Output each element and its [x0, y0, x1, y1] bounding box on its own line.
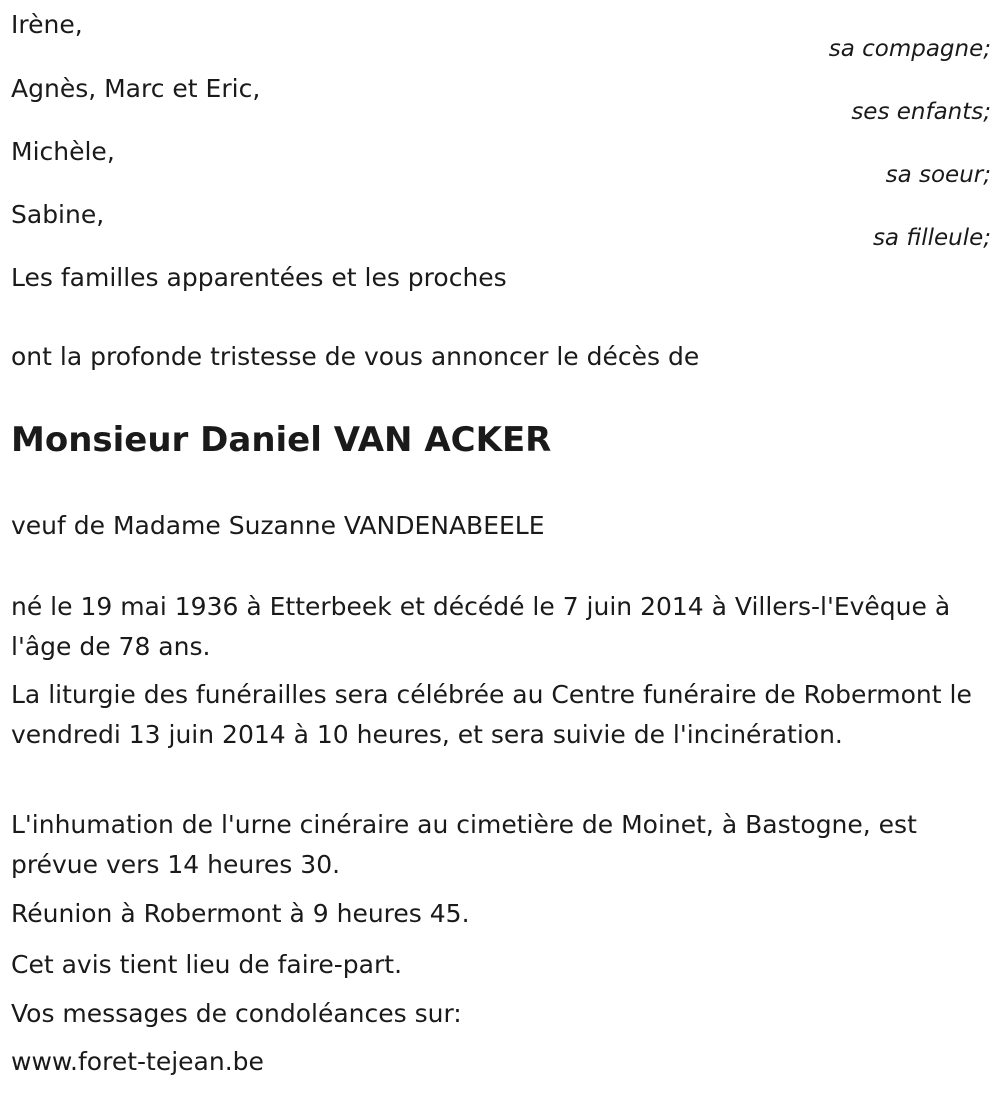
burial-paragraph: L'inhumation de l'urne cinéraire au cimetière de Moinet, à Bastogne, est prévue vers 14 heures 30. — [11, 810, 917, 879]
family-relation-2: ses enfants; — [851, 99, 991, 125]
deceased-name: Monsieur Daniel VAN ACKER — [11, 420, 552, 460]
family-name-2: Agnès, Marc et Eric, — [11, 74, 261, 103]
family-name-1: Irène, — [11, 10, 83, 39]
announcement-line: ont la profonde tristesse de vous annoncer le décès de — [11, 342, 700, 371]
relatives-line: Les familles apparentées et les proches — [11, 263, 507, 292]
family-relation-4: sa filleule; — [872, 225, 991, 251]
notice-paragraph: Cet avis tient lieu de faire-part. — [11, 950, 403, 979]
birth-death-paragraph: né le 19 mai 1936 à Etterbeek et décédé le 7 juin 2014 à Villers-l'Evêque à l'âge de 78 ans. — [11, 592, 951, 661]
funeral-paragraph: La liturgie des funérailles sera célébrée au Centre funéraire de Robermont le vendredi 13 juin 2014 à 10 heures, et sera suivie de l'incinération. — [11, 680, 972, 749]
widower-line: veuf de Madame Suzanne VANDENABEELE — [11, 511, 545, 540]
family-relation-1: sa compagne; — [828, 36, 991, 62]
condolences-paragraph: Vos messages de condoléances sur: — [11, 999, 462, 1028]
family-relation-3: sa soeur; — [885, 162, 991, 188]
family-name-3: Michèle, — [11, 137, 115, 166]
family-name-4: Sabine, — [11, 200, 105, 229]
meeting-paragraph: Réunion à Robermont à 9 heures 45. — [11, 899, 470, 928]
website-text: www.foret-tejean.be — [11, 1047, 264, 1076]
